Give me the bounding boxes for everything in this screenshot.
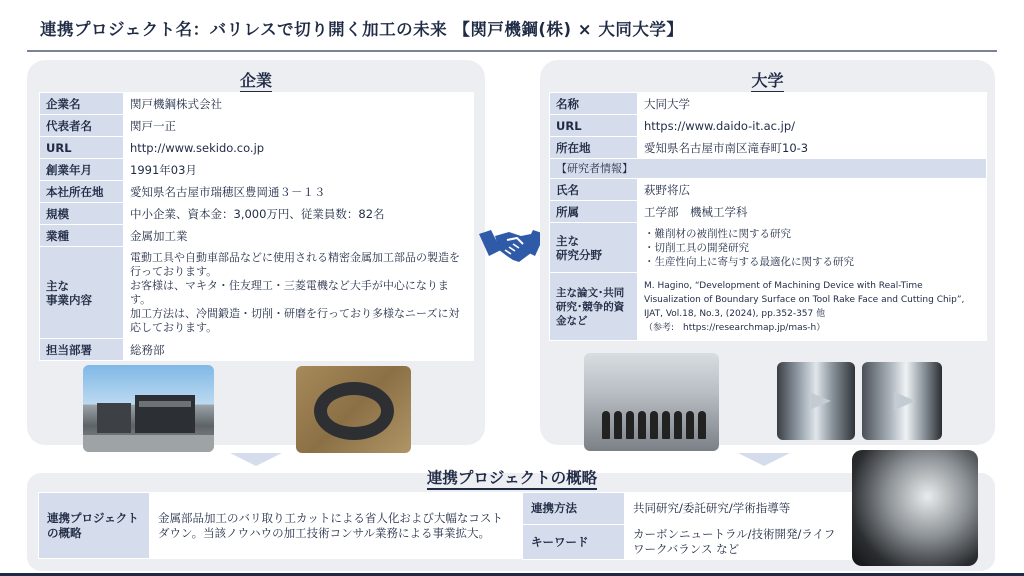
keyword-key: キーワード [523,525,625,560]
table-row [550,159,987,179]
univ-address-value: 愛知県名古屋市南区滝春町10-3 [638,137,987,159]
univ-url-key: URL [550,115,638,137]
affiliation-key: 所属 [550,201,638,223]
company-table [39,92,474,361]
papers-key: 主な論文･共同研究･競争的資金など [550,273,638,341]
university-heading: 大学 [540,68,995,91]
hq-value: 愛知県名古屋市瑞穂区豊岡通３－１３ [124,181,474,203]
industry-value: 金属加工業 [124,225,474,247]
overview-summary-key: 連携プロジェクトの概略 [39,493,150,559]
method-value: 共同研究/委託研究/学術指導等 [625,493,852,525]
table-row [39,493,523,559]
chevron-down-icon [230,453,282,466]
affiliation-value: 工学部 機械工学科 [638,201,987,223]
table-row [550,115,987,137]
overview-heading: 連携プロジェクトの概略 [0,466,1024,488]
chevron-down-icon [738,453,790,466]
gear-photo [852,450,978,566]
table-row [550,137,987,159]
cutting-tool-photo-2 [862,362,942,440]
page-title: 連携プロジェクト名：バリレスで切り開く加工の未来 【関戸機鋼(株) × 大同大学】 [40,20,684,39]
company-heading: 企業 [27,68,485,91]
department-key: 担当部署 [40,339,124,361]
table-row [550,179,987,201]
scale-value: 中小企業、資本金：3,000万円、従業員数：82名 [124,203,474,225]
company-url-key: URL [40,137,124,159]
business-value: 電動工具や自動車部品などに使用される精密金属加工部品の製造を行っております。 お客様は、マキタ・住友理工・三菱電機など大手が中心になります。 加工方法は、冷間鍛造・切削・研磨を行っており多様なニーズに対応しております。 [124,247,474,339]
univ-address-key: 所在地 [550,137,638,159]
company-name-value: 関戸機鋼株式会社 [124,93,474,115]
group-photo [584,353,719,451]
researcher-name-key: 氏名 [550,179,638,201]
university-table [549,92,987,341]
table-row [40,203,474,225]
research-field-key: 主な 研究分野 [550,223,638,273]
title-divider [27,50,997,52]
industry-key: 業種 [40,225,124,247]
representative-value: 関戸一正 [124,115,474,137]
univ-url-value[interactable]: https://www.daido-it.ac.jp/ [638,115,987,137]
table-row [40,181,474,203]
building-photo [83,365,214,452]
table-row [40,115,474,137]
table-row [40,137,474,159]
company-name-key: 企業名 [40,93,124,115]
founded-key: 創業年月 [40,159,124,181]
table-row [550,201,987,223]
handshake-icon [477,220,547,270]
table-row [40,247,474,339]
researcher-section-label: 【研究者情報】 [550,159,987,179]
table-row [523,493,852,525]
cutting-tool-photo [777,362,855,440]
overview-summary-value: 金属部品加工のバリ取り工カットによる省人化および大幅なコストダウン。当該ノウハウの加工技術コンサル業務による事業拡大。 [150,493,523,559]
keyword-value: カーボンニュートラル/技術開発/ライフワークバランス など [625,525,852,560]
table-row [40,225,474,247]
method-key: 連携方法 [523,493,625,525]
table-row [523,525,852,560]
univ-name-key: 名称 [550,93,638,115]
table-row [550,93,987,115]
table-row [550,223,987,273]
research-field-value: ・難削材の被削性に関する研究 ・切削工具の開発研究 ・生産性向上に寄与する最適化に関する研究 [638,223,987,273]
business-key: 主な 事業内容 [40,247,124,339]
title-bar [0,0,1024,52]
department-value: 総務部 [124,339,474,361]
table-row [40,339,474,361]
papers-value: M. Hagino, “Development of Machining Device with Real-Time Visualization of Boundary Surface on Tool Rake Face and Cutting Chip”, IJAT, Vol.18, No.3, (2024), pp.352-357 他 （参考: https://researchmap.jp/mas-h） [638,273,987,341]
representative-key: 代表者名 [40,115,124,137]
table-row [40,93,474,115]
univ-name-value: 大同大学 [638,93,987,115]
hq-key: 本社所在地 [40,181,124,203]
overview-summary-table [38,492,523,559]
company-url-value[interactable]: http://www.sekido.co.jp [124,137,474,159]
overview-detail-table [522,492,852,560]
scale-key: 規模 [40,203,124,225]
table-row [40,159,474,181]
founded-value: 1991年03月 [124,159,474,181]
researcher-name-value: 萩野将広 [638,179,987,201]
table-row [550,273,987,341]
ring-part-photo [296,366,411,453]
